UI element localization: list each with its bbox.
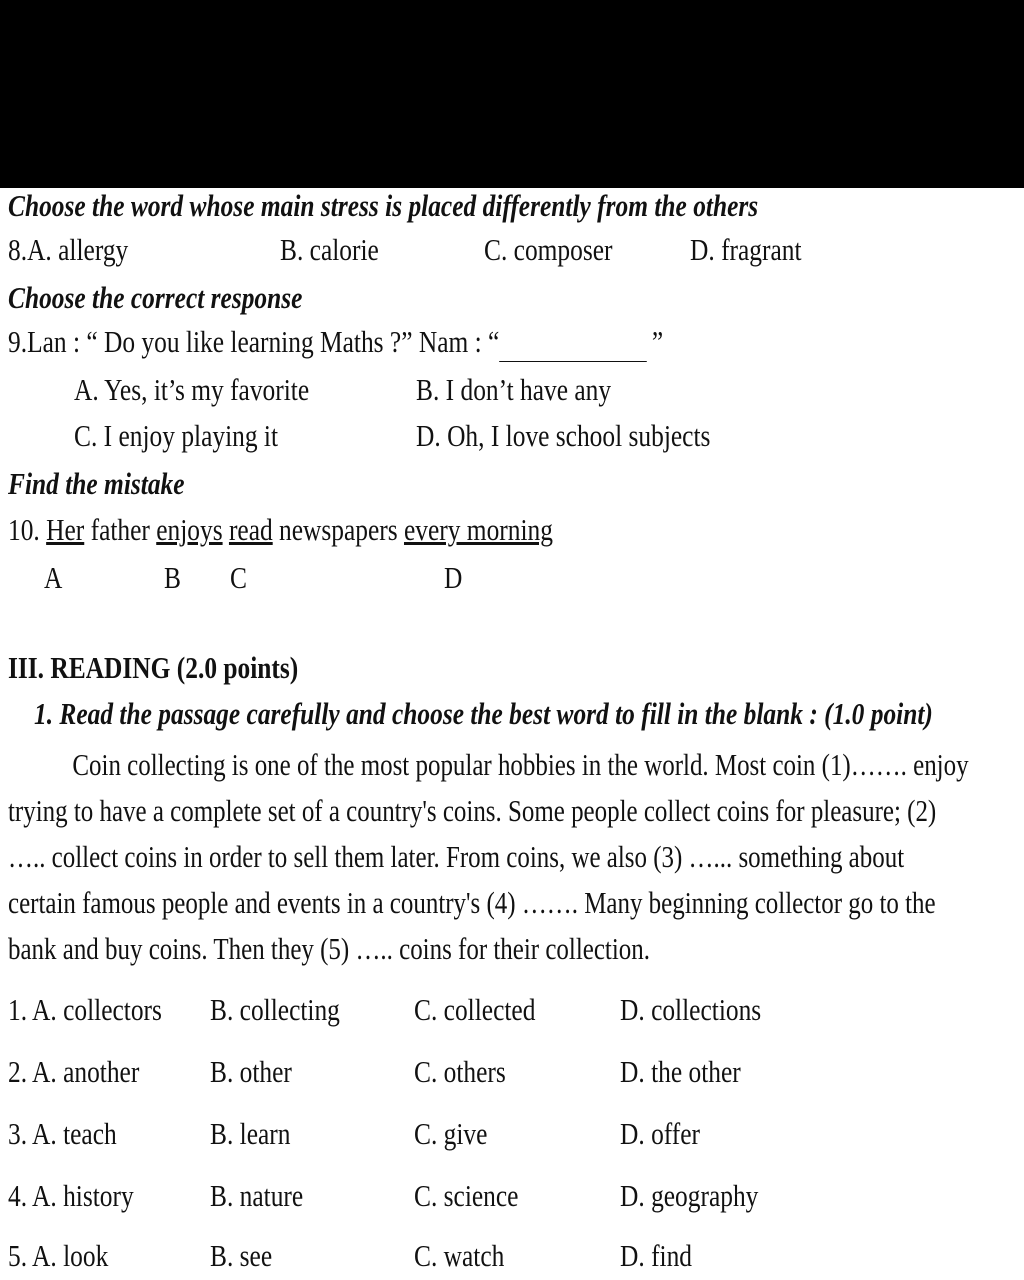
q9-prompt-end: ” <box>651 324 664 359</box>
q9-option-b: B. I don’t have any <box>416 372 612 407</box>
r3-option-a: 3. A. teach <box>8 1116 117 1151</box>
q9-prompt <box>8 322 663 362</box>
passage-paragraph: Coin collecting is one of the most popular hobbies in the world. Most coin (1)……. enjoy trying to have a complete set of a country's coins. Some people collect coins for pleasure; (2) ….. collect coins in order to sell them later. From coins, we also (3) …... something about certain famous people and events in a country's (4) ……. Many beginning collector go to the bank and buy coins. Then they (5) ….. coins for their collection. <box>8 747 969 966</box>
reading-passage <box>8 742 970 972</box>
r1-option-d: D. collections <box>620 992 762 1027</box>
r4-option-c: C. science <box>414 1178 519 1213</box>
r3-option-c: C. give <box>414 1116 488 1151</box>
q9-option-a: A. Yes, it’s my favorite <box>74 372 310 407</box>
q10-label-c: C <box>230 560 247 595</box>
q10-word-enjoys: enjoys <box>156 512 223 547</box>
q8-option-d: D. fragrant <box>690 232 802 267</box>
r5-option-d: D. find <box>620 1238 693 1273</box>
stress-heading: Choose the word whose main stress is placed differently from the others <box>8 188 759 223</box>
r4-option-b: B. nature <box>210 1178 304 1213</box>
reading-part1-instruction: 1. Read the passage carefully and choose the best word to fill in the blank <box>34 696 803 731</box>
r3-option-b: B. learn <box>210 1116 291 1151</box>
r4-option-d: D. geography <box>620 1178 759 1213</box>
reading-title: III. READING (2.0 points) <box>8 650 299 685</box>
q9-option-d: D. Oh, I love school subjects <box>416 418 711 453</box>
q8-option-b: B. calorie <box>280 232 379 267</box>
q10-word-read: read <box>228 512 273 547</box>
r1-option-a: 1. A. collectors <box>8 992 162 1027</box>
mistake-heading: Find the mistake <box>8 466 185 501</box>
r2-option-d: D. the other <box>620 1054 741 1089</box>
q9-answer-blank <box>499 331 647 362</box>
q10-label-b: B <box>164 560 181 595</box>
redaction-bar <box>0 0 1024 188</box>
q9-option-c: C. I enjoy playing it <box>74 418 279 453</box>
r2-option-a: 2. A. another <box>8 1054 140 1089</box>
r5-option-c: C. watch <box>414 1238 505 1273</box>
r5-option-a: 5. A. look <box>8 1238 109 1273</box>
r1-option-b: B. collecting <box>210 992 340 1027</box>
r1-option-c: C. collected <box>414 992 536 1027</box>
q10-word-her: Her <box>46 512 85 547</box>
q10-label-a: A <box>44 560 63 595</box>
r4-option-a: 4. A. history <box>8 1178 134 1213</box>
q10-word-father: father <box>90 512 150 547</box>
r5-option-b: B. see <box>210 1238 273 1273</box>
response-heading: Choose the correct response <box>8 280 303 315</box>
q10-sentence <box>8 510 553 550</box>
q10-word-every-morning: every morning <box>403 512 553 547</box>
r2-option-c: C. others <box>414 1054 506 1089</box>
q10-word-newspapers: newspapers <box>279 512 398 547</box>
q10-number: 10. <box>8 512 40 547</box>
r2-option-b: B. other <box>210 1054 292 1089</box>
q9-prompt-start: 9.Lan : “ Do you like learning Maths ?” Nam : “ <box>8 324 500 359</box>
q8-option-a: 8.A. allergy <box>8 232 129 267</box>
q10-label-d: D <box>444 560 463 595</box>
reading-part1-points: : (1.0 point) <box>802 696 933 731</box>
reading-part1-heading <box>34 694 933 734</box>
q8-option-c: C. composer <box>484 232 613 267</box>
r3-option-d: D. offer <box>620 1116 701 1151</box>
